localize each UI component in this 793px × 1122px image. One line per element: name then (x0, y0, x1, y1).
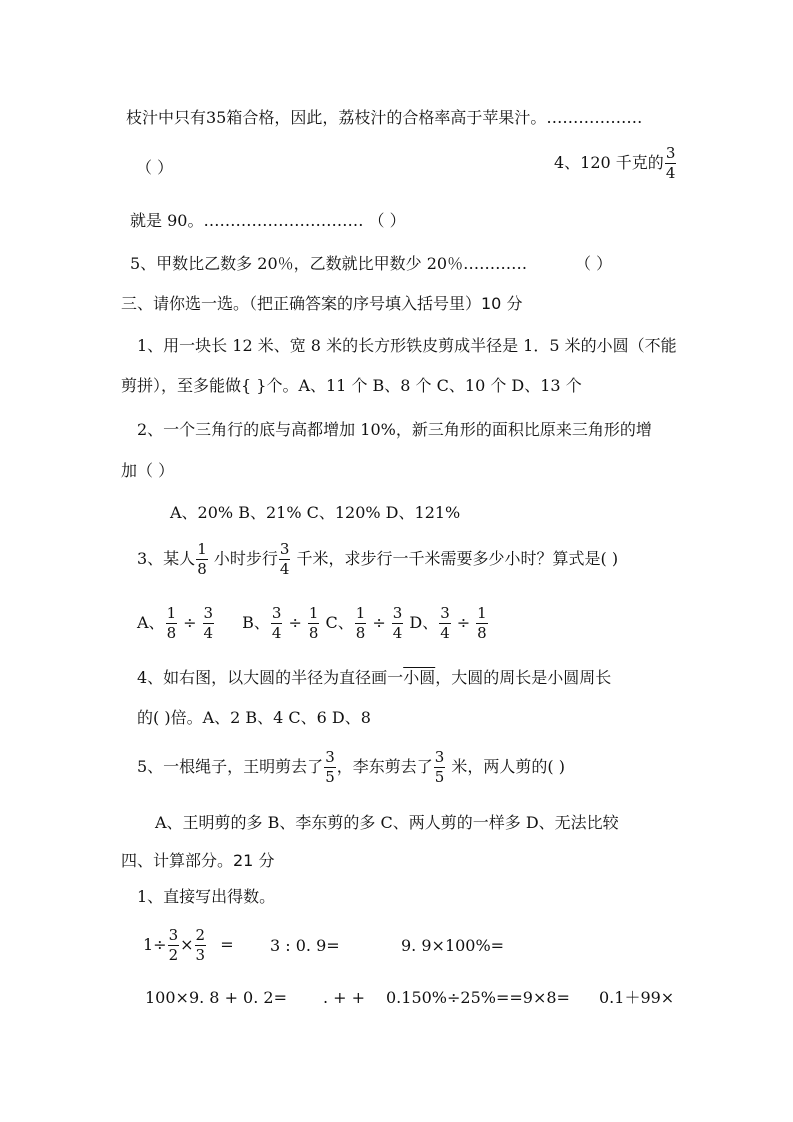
fraction-denominator: 8 (308, 624, 319, 642)
fraction-numerator: 1 (355, 604, 366, 622)
fraction-denominator: 4 (665, 164, 676, 182)
fraction-one-eighth (166, 606, 178, 641)
q2-line-1: 2、一个三角行的底与高都增加 10%，新三角形的面积比原来三角形的增 (137, 420, 652, 439)
fraction-denominator: 5 (434, 768, 445, 786)
divide-sign: ÷ (183, 613, 197, 632)
question-4-prefix-line (554, 146, 677, 181)
option-d-label: D、 (409, 613, 439, 632)
calc-row-2-expr-3: 0.150%÷25%==9×8= (386, 988, 570, 1007)
q5-prefix: 5、一根绳子，王明剪去了 (137, 757, 324, 776)
fraction-numerator: 1 (197, 540, 207, 558)
calc-row-1-expr-2: 3 : 0. 9= (270, 936, 340, 955)
fraction-three-quarters (439, 606, 451, 641)
q1-line-2: 剪拼），至多能做{ }个。A、11 个 B、8 个 C、10 个 D、13 个 (121, 376, 582, 395)
text-line-3: 就是 90。………………………… （ ） (130, 211, 406, 230)
q4-line-1 (137, 670, 611, 686)
fraction-numerator: 1 (166, 604, 177, 622)
fraction-three-halves (168, 928, 180, 963)
fraction-denominator: 4 (203, 624, 214, 642)
q3-mid: 小时步行 (213, 549, 278, 568)
q5-line (137, 750, 565, 785)
fraction-three-fifths (324, 750, 336, 785)
divide-sign: ÷ (456, 613, 471, 632)
q3-options (137, 606, 489, 641)
q3-prefix: 3、某人 (137, 549, 196, 568)
fraction-denominator: 3 (195, 946, 206, 964)
fraction-numerator: 1 (477, 604, 487, 622)
calc-row-1-expr-1 (143, 928, 234, 963)
option-c-label: C、 (325, 613, 354, 632)
fraction-denominator: 4 (440, 624, 450, 642)
times-sign: × (180, 935, 194, 954)
fraction-one-eighth (308, 606, 320, 641)
q3-line (137, 542, 618, 577)
fraction-denominator: 4 (392, 624, 403, 642)
q4-text-overlined: 小圆 (403, 668, 436, 687)
fraction-denominator: 2 (168, 946, 179, 964)
fraction-denominator: 8 (355, 624, 366, 642)
fraction-numerator: 3 (392, 604, 403, 622)
fraction-numerator: 3 (434, 748, 445, 766)
q4-line-2: 的( )倍。A、2 B、4 C、6 D、8 (137, 708, 371, 727)
fraction-denominator: 4 (271, 624, 282, 642)
fraction-numerator: 3 (203, 604, 214, 622)
fraction-one-eighth (476, 606, 488, 641)
divide-sign: ÷ (288, 613, 302, 632)
option-b-label: B、 (242, 613, 270, 632)
fraction-numerator: 3 (665, 144, 676, 162)
q4-text-a: 4、如右图，以大圆的半径为直径画一 (137, 668, 404, 687)
fraction-denominator: 8 (197, 560, 207, 578)
q5-options: A、王明剪的多 B、李东剪的多 C、两人剪的一样多 D、无法比较 (155, 813, 619, 832)
answer-paren: （ ） (136, 158, 174, 177)
section-4-heading: 四、计算部分。21 分 (121, 851, 275, 870)
fraction-numerator: 3 (325, 748, 335, 766)
fraction-denominator: 8 (166, 624, 177, 642)
question-5-judge: 5、甲数比乙数多 20％，乙数就比甲数少 20％………… (130, 254, 528, 273)
calc-prefix: 1÷ (143, 935, 167, 954)
fraction-one-eighth (196, 542, 208, 577)
fraction-denominator: 8 (477, 624, 487, 642)
fraction-numerator: 1 (308, 604, 319, 622)
q3-suffix: 千米，求步行一千米需要多少小时？算式是( ) (296, 549, 619, 568)
calc-row-2-expr-2: . + + (323, 988, 366, 1007)
fraction-three-quarters (665, 146, 677, 181)
fraction-numerator: 3 (271, 604, 282, 622)
q4-text-c: ，大圆的周长是小圆周长 (435, 668, 612, 687)
fraction-three-quarters (271, 606, 283, 641)
fraction-one-eighth (355, 606, 367, 641)
calc-row-1-expr-3: 9. 9×100%= (401, 936, 505, 955)
fraction-numerator: 2 (195, 926, 206, 944)
equals-sign: = (220, 935, 234, 954)
fraction-numerator: 3 (440, 604, 450, 622)
text-line-1: 枝汁中只有35箱合格，因此，荔枝汁的合格率高于苹果汁。……………… (126, 108, 643, 127)
fraction-numerator: 3 (279, 540, 290, 558)
divide-sign: ÷ (372, 613, 386, 632)
question-4-prefix: 4、120 千克的 (554, 153, 664, 172)
fraction-three-quarters (203, 606, 215, 641)
q2-options: A、20% B、21% C、120% D、121% (170, 503, 461, 522)
calc-row-2-expr-1: 100×9. 8 + 0. 2= (145, 988, 287, 1007)
calc-row-2-expr-4: 0.1＋99× (599, 988, 675, 1007)
fraction-denominator: 5 (325, 768, 335, 786)
q1-line-1: 1、用一块长 12 米、宽 8 米的长方形铁皮剪成半径是 1．5 米的小圆（不能 (137, 336, 677, 355)
option-a-label: A、 (137, 613, 165, 632)
fraction-three-quarters (392, 606, 404, 641)
q2-line-2: 加（ ） (121, 461, 175, 480)
section-3-heading: 三、请你选一选。（把正确答案的序号填入括号里）10 分 (121, 294, 523, 313)
q5-mid: ，李东剪去了 (336, 757, 433, 776)
fraction-denominator: 4 (279, 560, 290, 578)
fraction-three-fifths (434, 750, 446, 785)
fraction-three-quarters (279, 542, 291, 577)
answer-paren: （ ） (575, 254, 613, 273)
fraction-numerator: 3 (168, 926, 179, 944)
fraction-two-thirds (195, 928, 207, 963)
q5-suffix: 米，两人剪的( ) (451, 757, 565, 776)
calc-intro: 1、直接写出得数。 (137, 887, 276, 906)
